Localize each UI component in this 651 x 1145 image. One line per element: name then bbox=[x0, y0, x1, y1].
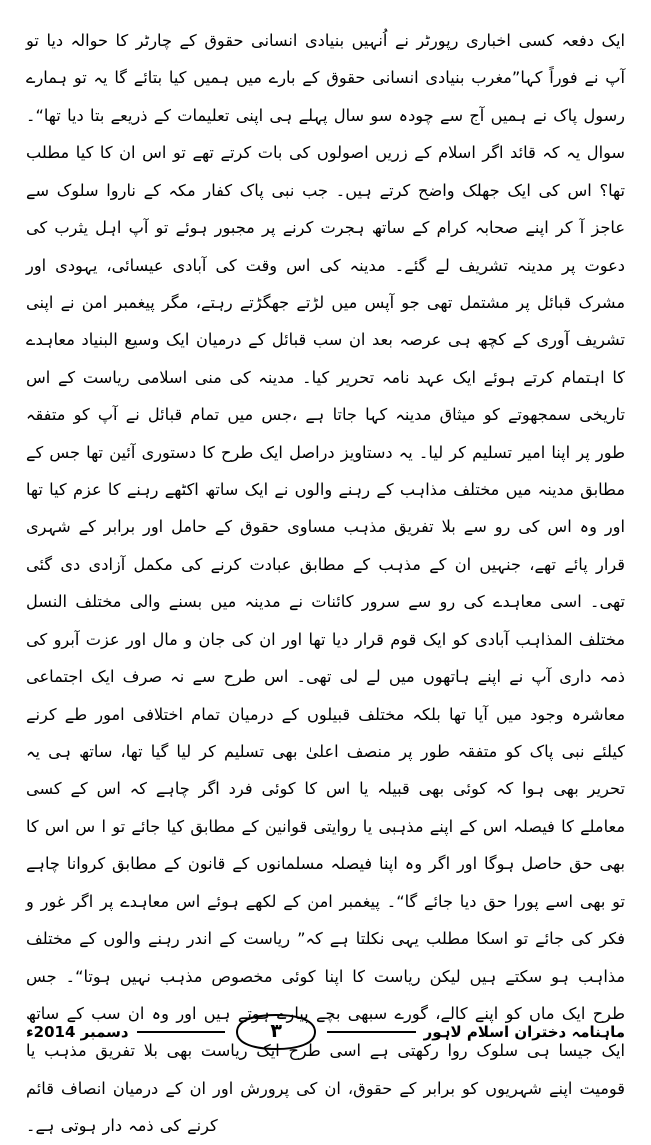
page-footer bbox=[26, 1009, 625, 1055]
article-paragraph: ایک دفعہ کسی اخباری رپورٹر نے اُنہیں بنیادی انسانی حقوق کے چارٹر کا حوالہ دیا تو آپ نے فوراً کہا”مغرب بنیادی انسانی حقوق کے بارے میں ہمیں کیا بتائے گا یہ تو ہمارے رسول پاک نے ہمیں آج سے چودہ سو سال پہلے ہی اپنی تعلیمات کے ذریعے بتا دیا تھا“۔سوال یہ کہ قائد اگر اسلام کے زریں اصولوں کی بات کرتے تھے تو اس ان کا کیا مطلب تھا؟ اس کی ایک جھلک واضح کرتے ہیں۔ جب نبی پاک کفار مکہ کے ناروا سلوک سے عاجز آ کر اپنے صحابہ کرام کے ساتھ ہجرت کرنے پر مجبور ہوئے تو آپ اہل یثرب کی دعوت پر مدینہ تشریف لے گئے۔ مدینہ کی اس وقت کی آبادی عیسائی، یہودی اور مشرک قبائل پر مشتمل تھی جو آپس میں لڑتے جھگڑتے رہتے، مگر پیغمبر امن نے اپنی تشریف آوری کے کچھ ہی عرصہ بعد ان سب قبائل کے درمیان ایک وسیع البنیاد معاہدے کا اہتمام کرتے ہوئے ایک عہد نامہ تحریر کیا۔ مدینہ کی منی اسلامی ریاست کے اس تاریخی سمجھوتے کو میثاق مدینہ کہا جاتا ہے ،جس میں تمام قبائل نے آپ کو متفقہ طور پر اپنا امیر تسلیم کر لیا۔ یہ دستاویز دراصل ایک طرح کا دستوری آئین تھا جس کے مطابق مدینہ میں مختلف مذاہب کے رہنے والوں نے ایک ساتھ اکٹھے رہنے کا عزم کیا تھا اور وہ اس کی رو سے بلا تفریق مذہب مساوی حقوق کے حامل اور برابر کے شہری قرار پائے تھے، جنہیں ان کے مذہب کے مطابق عبادت کرنے کی مکمل آزادی دی گئی تھی۔ اسی معاہدے کی رو سے سرور کائنات نے مدینہ میں بسنے والی مختلف النسل مختلف المذاہب آبادی کو ایک قوم قرار دیا تھا اور ان کی جان و مال اور عزت آبرو کی ذمہ داری آپ نے اپنے ہاتھوں میں لے لی تھی۔ اس طرح سے نہ صرف ایک اجتماعی معاشرہ وجود میں آیا تھا بلکہ مختلف قبیلوں کے درمیان تمام اختلافی امور طے کرنے کیلئے نبی پاک کو متفقہ طور پر منصف اعلیٰ بھی تسلیم کر لیا گیا تھا، ساتھ ہی یہ تحریر بھی ہوا کہ کوئی بھی قبیلہ یا اس کا کوئی فرد اگر چاہے کہ اس کے کسی معاملے کا فیصلہ اس کے اپنے مذہبی یا روایتی قوانین کے مطابق کیا جائے تو ا س اس کا بھی حق حاصل ہوگا اور اگر وہ اپنا فیصلہ مسلمانوں کے قانون کے مطابق کروانا چاہے تو بھی اسے پورا حق دیا جائے گا“۔ پیغمبر امن کے لکھے ہوئے اس معاہدے پر اگر غور و فکر کی جائے تو اسکا مطلب یہی نکلتا ہے کہ” ریاست کے اندر رہنے والوں کے مختلف مذاہب ہو سکتے ہیں لیکن ریاست کا اپنا کوئی مخصوص مذہب نہیں ہوتا“۔ جس طرح ایک ماں کو اپنے کالے، گورے سبھی بچے پیارے ہوتے ہیں اور وہ ان سب کے ساتھ ایک جیسا ہی سلوک روا رکھتی ہے اسی طرح ایک ریاست بھی بلا تفریق مذہب یا قومیت اپنے شہریوں کو برابر کے حقوق، ان کی پرورش اور ان کے درمیان انصاف قائم کرنے کی ذمہ دار ہوتی ہے۔ bbox=[26, 31, 625, 1136]
footer-publication-name: ماہنامہ دختران اسلام لاہور bbox=[423, 1023, 625, 1041]
page-number-badge bbox=[233, 1012, 319, 1052]
page-number: ۳ bbox=[270, 1019, 282, 1042]
footer-rule-right bbox=[327, 1031, 416, 1033]
footer-issue-date: دسمبر 2014ء bbox=[26, 1023, 129, 1041]
article-body bbox=[26, 22, 625, 1145]
footer-rule-left bbox=[137, 1031, 226, 1033]
